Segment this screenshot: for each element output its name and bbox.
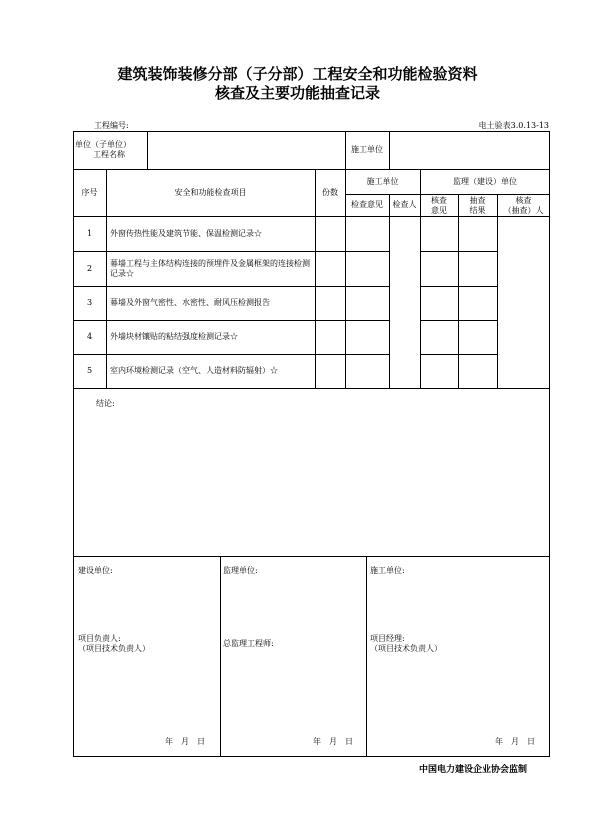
sig-supervisor-org: 监理单位: [223, 566, 258, 575]
form-title-line1: 建筑装饰装修分部（子分部）工程安全和功能检验资料 [117, 65, 478, 83]
sig-owner-date: 年 月 日 [165, 737, 205, 746]
header-verify-opinion [420, 196, 458, 216]
header-check-opinion: 检查意见 [351, 200, 383, 209]
row-4-seq: 4 [86, 332, 93, 341]
header-inspector: 检查人 [392, 200, 417, 209]
header-sample-result-line2: 结果 [469, 206, 486, 215]
row-2-item: 幕墙工程与主体结构连接的预埋件及金属框架的连接检测记录☆ [110, 258, 310, 278]
row-5-seq: 5 [86, 366, 93, 375]
row-3-seq: 3 [86, 298, 93, 307]
sig-contractor-org: 施工单位: [370, 566, 405, 575]
header-construction-group: 施工单位 [366, 176, 399, 186]
project-no-label: 工程编号: [94, 121, 129, 130]
form-number: 电土验表3.0.13-13 [478, 121, 549, 130]
row-2-seq: 2 [86, 263, 93, 273]
header-seq: 序号 [81, 187, 98, 197]
sig-supervisor-date: 年 月 日 [313, 737, 353, 746]
footer-issuer: 中国电力建设企业协会监制 [418, 765, 527, 775]
unit-name-label [75, 140, 147, 160]
header-supervision-group: 监理（建设）单位 [453, 176, 517, 186]
header-copies: 份数 [322, 187, 338, 197]
header-item: 安全和功能检查项目 [174, 187, 247, 197]
sig-contractor-person-note: （项目技术负责人） [370, 644, 442, 653]
sig-owner-person: 项目负责人: [78, 634, 121, 643]
conclusion-field[interactable] [96, 412, 536, 550]
header-verifier [497, 196, 550, 216]
row-5-item: 室内环境检测记录（空气、人造材料防辐射）☆ [110, 366, 278, 375]
header-sample-result [458, 196, 497, 216]
row-4-item: 外墙块材镶贴的粘结强度检测记录☆ [110, 332, 238, 341]
header-verify-opinion-line1: 核查 [431, 196, 447, 205]
construction-unit-label: 施工单位 [351, 145, 383, 154]
unit-name-label-line1: 单位（子单位） [75, 140, 131, 149]
sig-supervisor-person: 总监理工程师: [223, 639, 274, 648]
header-verifier-line2: （抽查）人 [503, 206, 544, 215]
sig-contractor-date: 年 月 日 [495, 737, 535, 746]
row-1-seq: 1 [86, 228, 93, 238]
sig-owner-org: 建设单位: [78, 566, 113, 575]
header-verifier-line1: 核查 [515, 196, 532, 205]
conclusion-label: 结论: [96, 399, 115, 408]
row-1-item: 外窗传热性能及建筑节能、保温检测记录☆ [110, 228, 262, 238]
row-3-item: 幕墙及外窗气密性、水密性、耐风压检测报告 [110, 298, 270, 307]
header-sample-result-line1: 抽查 [469, 196, 486, 205]
header-verify-opinion-line2: 意见 [431, 206, 447, 215]
form-title-line2: 核查及主要功能抽查记录 [214, 84, 380, 102]
sig-owner-person-note: （项目技术负责人） [78, 644, 150, 653]
sig-contractor-person: 项目经理: [370, 634, 405, 643]
unit-name-label-line2: 工程名称 [93, 150, 125, 159]
